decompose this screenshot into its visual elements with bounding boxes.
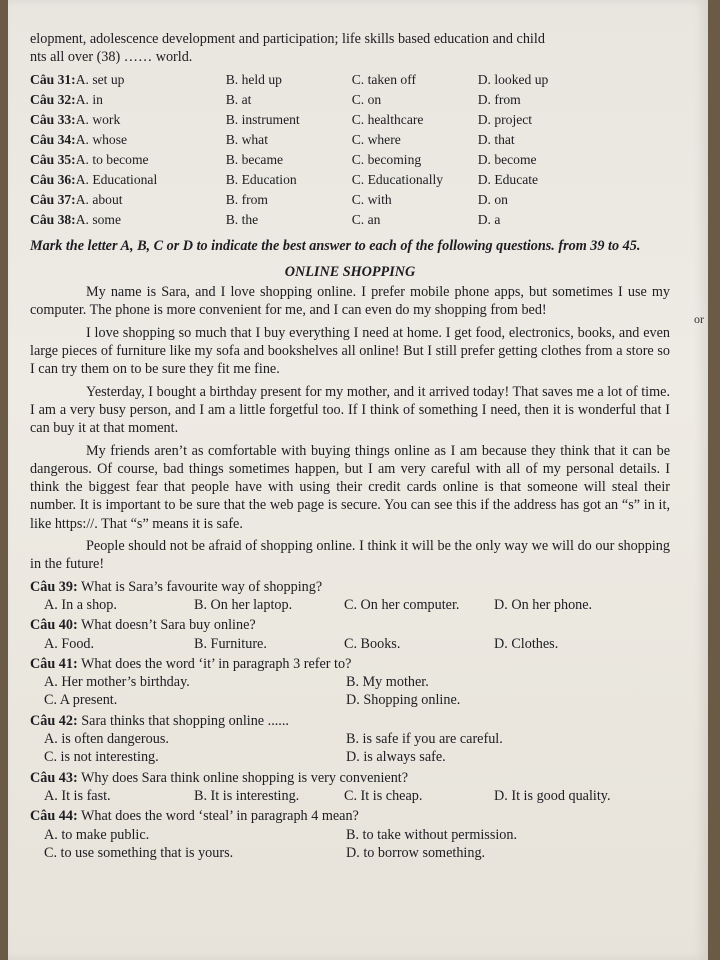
question-number: Câu 38: [30,212,76,228]
answer-options [30,730,670,767]
question-number: Câu 36: [30,172,76,188]
question-text: Why does Sara think online shopping is very convenient? [81,769,409,786]
answer-option-c: C. On her computer. [344,596,460,613]
passage-intro [30,30,670,67]
answer-options [30,596,670,614]
question-number: Câu 32: [30,92,76,108]
paragraph-4: My friends aren’t as comfortable with buying things online as I am because they think that it can be dangerous. Of course, bad things sometimes happen, but I am very careful with all of my personal details. I think the biggest fear that people have with using their credit cards online is that someone will steal their number. It is important to be sure that the web page is secure. You can see this if the address has got an “s” in it, like https://. That “s” means it is safe. [30,442,670,532]
answer-option-d: D. Shopping online. [346,692,461,709]
option-d: D. Educate [477,172,539,188]
option-c: C. healthcare [351,112,424,128]
answer-option-b: B. is safe if you are careful. [346,731,503,748]
question-block [30,655,670,710]
option-d: D. looked up [477,72,549,88]
option-a: A. to become [75,152,149,168]
option-d: D. become [477,152,537,168]
option-c: C. where [351,132,401,148]
answer-option-c: C. A present. [44,692,118,709]
option-b: B. instrument [225,112,300,128]
option-b: B. held up [225,72,282,88]
answer-option-b: B. On her laptop. [194,596,293,613]
question-block [30,616,670,653]
passage [30,283,670,573]
cloze-row [30,151,670,171]
answer-option-a: A. In a shop. [44,596,117,613]
answer-option-a: A. It is fast. [44,787,111,804]
question-stem [30,578,670,596]
option-a: A. whose [75,132,128,148]
question-number: Câu 37: [30,192,76,208]
exam-content [30,30,670,862]
question-text: What does the word ‘it’ in paragraph 3 refer to? [81,655,352,672]
cloze-row [30,91,670,111]
option-b: B. became [225,152,284,168]
paragraph-5: People should not be afraid of shopping online. I think it will be the only way we will do our shopping in the future! [30,538,670,573]
answer-option-b: B. My mother. [346,674,429,691]
question-block [30,807,670,862]
answer-option-b: B. to take without permission. [346,826,518,843]
question-text: What is Sara’s favourite way of shopping? [81,578,323,595]
question-number: Câu 39: [30,578,78,595]
option-c: C. an [351,212,381,228]
question-stem [30,712,670,730]
option-d: D. from [477,92,521,108]
question-number: Câu 43: [30,769,78,786]
question-block [30,769,670,806]
cloze-row [30,191,670,211]
option-b: B. at [225,92,252,108]
answer-option-c: C. is not interesting. [44,749,159,766]
answer-option-b: B. Furniture. [194,635,267,652]
answer-options [30,635,670,653]
question-list [30,578,670,862]
option-a: A. set up [75,72,125,88]
question-block [30,712,670,767]
answer-option-d: D. On her phone. [494,596,593,613]
intro-line-2: nts all over (38) …… world. [30,49,193,66]
cloze-row [30,111,670,131]
option-a: A. Educational [75,172,158,188]
intro-line-1: elopment, adolescence development and participation; life skills based education and child [30,31,545,47]
question-number: Câu 34: [30,132,76,148]
option-a: A. some [75,212,122,228]
instruction: Mark the letter A, B, C or D to indicate the best answer to each of the following questions. from 39 to 45. [30,237,641,254]
option-a: A. in [75,92,103,108]
answer-options [30,826,670,863]
question-text: What does the word ‘steal’ in paragraph 4 mean? [81,808,359,825]
answer-options [30,673,670,710]
question-number: Câu 44: [30,808,78,825]
question-stem [30,807,670,825]
option-a: A. work [75,112,121,128]
cloze-row [30,131,670,151]
question-stem [30,616,670,634]
question-number: Câu 35: [30,152,76,168]
paragraph-3: Yesterday, I bought a birthday present for my mother, and it arrived today! That saves me a lot of time. I am a very busy person, and I am a little forgetful too. If I think of something I need, then it is wonderful that I can buy it at that moment. [30,383,670,437]
cloze-row [30,71,670,91]
option-c: C. on [351,92,382,108]
option-d: D. on [477,192,508,208]
answer-option-a: A. is often dangerous. [44,731,169,748]
option-d: D. a [477,212,501,228]
answer-option-d: D. Clothes. [494,635,559,652]
question-number: Câu 41: [30,655,78,672]
question-text: What doesn’t Sara buy online? [81,617,256,634]
option-c: C. becoming [351,152,422,168]
paragraph-1: My name is Sara, and I love shopping online. I prefer mobile phone apps, but sometimes I use my computer. The phone is more convenient for me, and I can even do my shopping from bed! [30,284,670,319]
option-b: B. the [225,212,259,228]
option-a: A. about [75,192,123,208]
answer-option-c: C. Books. [344,635,401,652]
paragraph-2: I love shopping so much that I buy everything I need at home. I get food, electronics, books, and even large pieces of furniture like my sofa and bookshelves all online! But I still prefer getting clothes from a store so I can try them on to be sure they fit me fine. [30,324,670,378]
edge-text: or [694,312,704,326]
answer-option-a: A. Food. [44,635,95,652]
option-b: B. what [225,132,268,148]
answer-option-a: A. to make public. [44,826,150,843]
option-d: D. that [477,132,515,148]
option-d: D. project [477,112,533,128]
passage-title: ONLINE SHOPPING [284,263,416,280]
question-stem [30,655,670,673]
question-number: Câu 42: [30,712,78,729]
answer-option-b: B. It is interesting. [194,787,300,804]
answer-option-d: D. is always safe. [346,749,446,766]
option-c: C. taken off [351,72,417,88]
answer-option-c: C. to use something that is yours. [44,844,234,861]
question-block [30,578,670,615]
answer-option-a: A. Her mother’s birthday. [44,674,190,691]
option-c: C. Educationally [351,172,444,188]
option-c: C. with [351,192,392,208]
question-number: Câu 31: [30,72,76,88]
question-number: Câu 33: [30,112,76,128]
question-text: Sara thinks that shopping online ...... [81,712,289,729]
question-stem [30,769,670,787]
answer-option-c: C. It is cheap. [344,787,423,804]
cloze-row [30,171,670,191]
answer-option-d: D. to borrow something. [346,844,486,861]
cloze-row [30,211,670,231]
cloze-options-table [30,71,670,231]
answer-options [30,787,670,805]
exam-page [8,0,708,960]
option-b: B. from [225,192,268,208]
answer-option-d: D. It is good quality. [494,787,611,804]
option-b: B. Education [225,172,297,188]
question-number: Câu 40: [30,617,78,634]
